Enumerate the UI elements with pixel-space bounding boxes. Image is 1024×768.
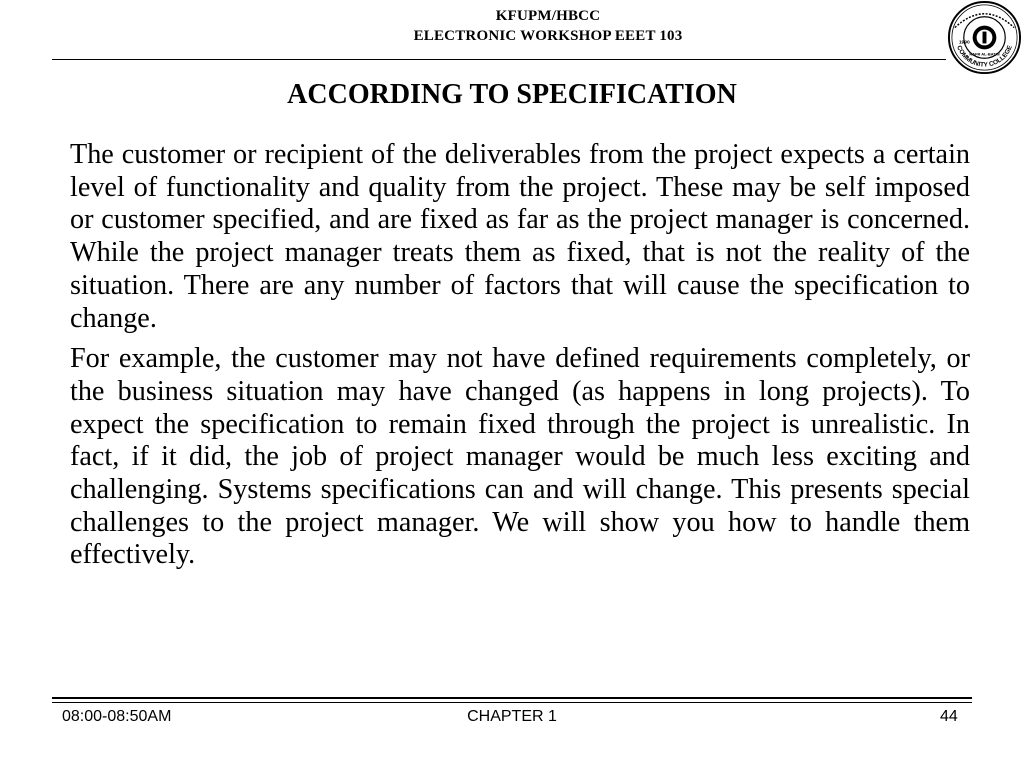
seal-center-text: HAFR AL-BATIN (969, 51, 1000, 57)
header-course: ELECTRONIC WORKSHOP EEET 103 (413, 28, 683, 44)
footer-page-number: 44 (940, 708, 958, 725)
footer-divider-thick (52, 697, 972, 699)
footer-chapter: CHAPTER 1 (467, 708, 557, 725)
paragraph-2: For example, the customer may not have defined requirements completely, or the business situation may have changed (as happens in long projects). To expect the specification to remain fixed through the project is unrealistic. In fact, if it did, the job of project manager would be much less exciting and challenging. Systems specifications can and will change. This presents special challenges to the project manager. We will show you how to handle them effectively. (70, 343, 970, 571)
seal-year: 1990 (958, 40, 970, 46)
slide-body (70, 139, 970, 580)
seal-ring-text: COMMUNITY COLLEGE (955, 44, 1014, 69)
slide-title: ACCORDING TO SPECIFICATION (287, 79, 737, 110)
footer-divider-thin (52, 702, 972, 703)
college-seal-icon (945, 0, 1024, 77)
footer-time: 08:00-08:50AM (62, 708, 172, 725)
paragraph-1: The customer or recipient of the deliverables from the project expects a certain level of functionality and quality from the project. These may be self imposed or customer specified, and are fixed as far as the project manager is concerned. While the project manager treats them as fixed, that is not the reality of the situation. There are any number of factors that will cause the specification to change. (70, 139, 970, 334)
header-institution: KFUPM/HBCC (495, 8, 601, 24)
header-divider (52, 59, 946, 60)
